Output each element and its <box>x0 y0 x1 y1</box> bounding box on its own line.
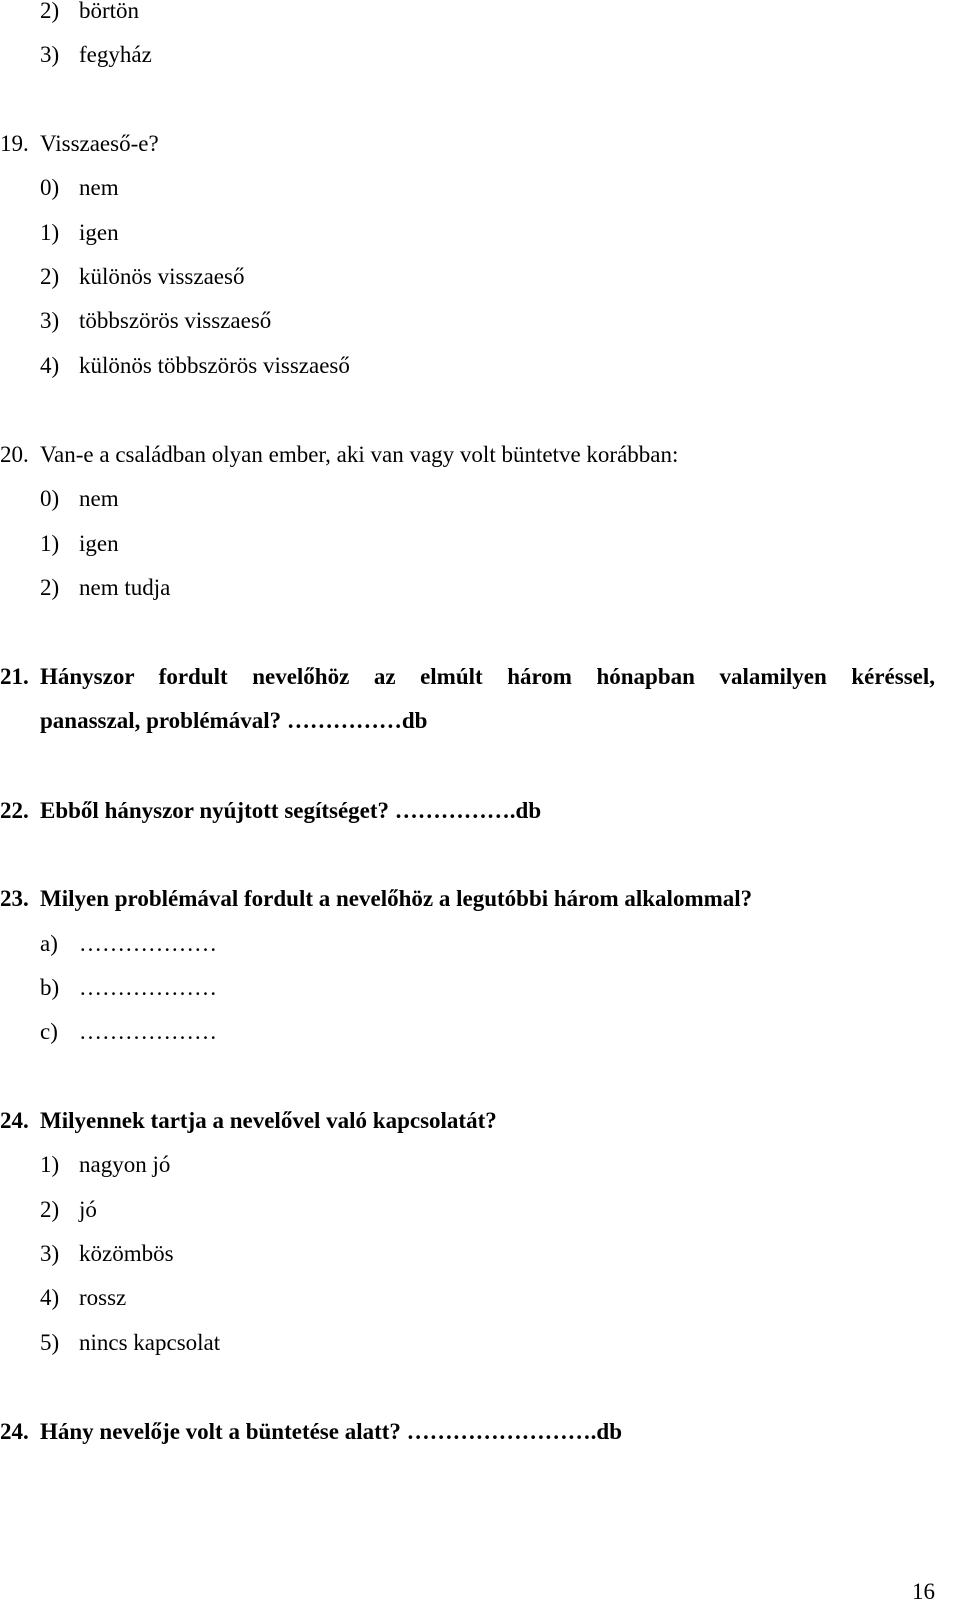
option-number: 2) <box>40 0 60 23</box>
question-text: Visszaeső-e? <box>40 131 159 156</box>
question-text-line-2: panasszal, problémával? ……………db <box>40 708 428 733</box>
option-text: nem tudja <box>79 575 171 600</box>
option-number: 0) <box>40 175 60 200</box>
question-text: Van-e a családban olyan ember, aki van vagy volt büntetve korábban: <box>40 442 679 467</box>
question-text-line-1: Hányszor fordult nevelőhöz az elmúlt három hónapban valamilyen kéréssel, <box>40 664 935 689</box>
option-number: 1) <box>40 531 60 556</box>
option-number: 5) <box>40 1330 60 1355</box>
question-text: Hány nevelője volt a büntetése alatt? …………………….db <box>40 1419 623 1444</box>
option-number: 3) <box>40 308 60 333</box>
question-number: 24. <box>0 1108 29 1133</box>
answer-blank: ……………… <box>79 1019 217 1044</box>
option-number: 1) <box>40 1152 60 1177</box>
question-number: 21. <box>0 664 29 689</box>
option-number: 4) <box>40 353 60 378</box>
answer-blank: ……………… <box>79 975 217 1000</box>
option-text: nem <box>79 486 119 511</box>
question-text: Milyen problémával fordult a nevelőhöz a legutóbbi három alkalommal? <box>40 886 753 911</box>
option-number: 3) <box>40 1241 60 1266</box>
option-letter: b) <box>40 975 60 1000</box>
option-number: 0) <box>40 486 60 511</box>
option-text: fegyház <box>79 42 152 67</box>
question-number: 20. <box>0 442 29 467</box>
question-text: Ebből hányszor nyújtott segítséget? …………….db <box>40 798 542 823</box>
option-number: 2) <box>40 264 60 289</box>
option-text: rossz <box>79 1285 127 1310</box>
option-number: 2) <box>40 1197 60 1222</box>
option-number: 2) <box>40 575 60 600</box>
page-number: 16 <box>912 1579 935 1604</box>
option-letter: c) <box>40 1019 58 1044</box>
option-text: többszörös visszaeső <box>79 308 272 333</box>
option-text: nincs kapcsolat <box>79 1330 221 1355</box>
option-text: közömbös <box>79 1241 174 1266</box>
option-number: 4) <box>40 1285 60 1310</box>
option-text: igen <box>79 220 119 245</box>
option-number: 1) <box>40 220 60 245</box>
question-number: 23. <box>0 886 29 911</box>
option-text: különös visszaeső <box>79 264 245 289</box>
question-number: 24. <box>0 1419 29 1444</box>
question-number: 19. <box>0 131 29 156</box>
option-text: igen <box>79 531 119 556</box>
option-letter: a) <box>40 931 58 956</box>
answer-blank: ……………… <box>79 931 217 956</box>
question-number: 22. <box>0 798 29 823</box>
option-text: jó <box>79 1197 97 1222</box>
option-text: különös többszörös visszaeső <box>79 353 350 378</box>
question-text: Milyennek tartja a nevelővel való kapcsolatát? <box>40 1108 497 1133</box>
option-text: börtön <box>79 0 140 23</box>
option-text: nem <box>79 175 119 200</box>
option-text: nagyon jó <box>79 1152 171 1177</box>
option-number: 3) <box>40 42 60 67</box>
